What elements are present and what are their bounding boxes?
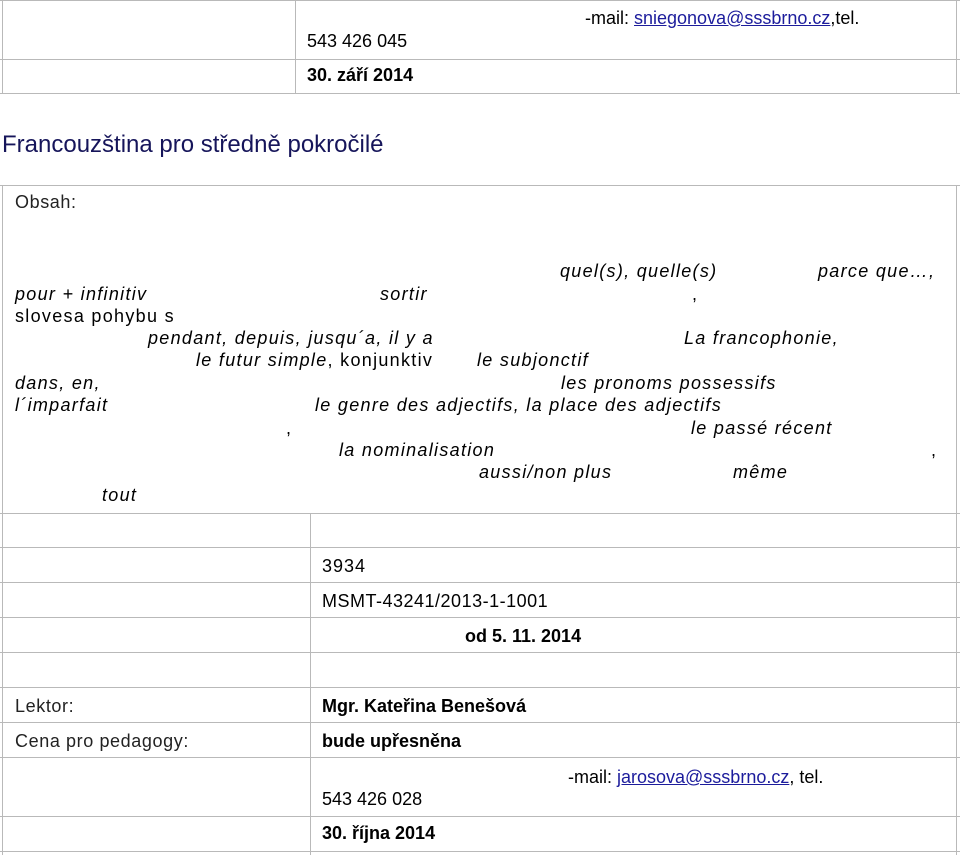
deadline-date: 30. září 2014 — [307, 65, 414, 85]
grid-line — [2, 185, 3, 855]
grid-line — [0, 617, 960, 618]
email-suffix: , tel. — [789, 767, 824, 787]
contact-phone: 543 426 045 — [307, 31, 408, 51]
content-fragment: slovesa pohybu s — [15, 306, 175, 326]
content-fragment: le passé récent — [691, 418, 833, 438]
content-fragment: , — [286, 418, 293, 438]
content-fragment: , — [931, 440, 938, 460]
content-fragment: pour + infinitiv — [15, 284, 148, 304]
grid-line — [0, 582, 960, 583]
content-fragment: tout — [102, 485, 138, 505]
content-fragment: , — [692, 284, 699, 304]
content-fragment: La francophonie, — [684, 328, 839, 348]
grid-line — [0, 722, 960, 723]
registration-date: 30. října 2014 — [322, 823, 436, 843]
start-date: od 5. 11. 2014 — [465, 626, 582, 646]
contact-email-link[interactable]: sniegonova@sssbrno.cz — [634, 8, 831, 28]
content-fragment: la nominalisation — [339, 440, 496, 460]
lector-label: Lektor: — [15, 696, 75, 716]
grid-line — [0, 0, 960, 1]
content-fragment: parce que…, — [818, 261, 936, 281]
content-fragment: même — [733, 462, 789, 482]
content-label: Obsah: — [15, 192, 77, 212]
grid-line — [0, 757, 960, 758]
grid-line — [0, 185, 960, 186]
grid-line — [0, 652, 960, 653]
content-fragment: le subjonctif — [477, 350, 589, 370]
contact-email-line-2 — [568, 767, 823, 788]
grid-line — [0, 687, 960, 688]
content-fragment: dans, en, — [15, 373, 101, 393]
email-suffix: ,tel. — [830, 8, 860, 28]
grid-line — [0, 513, 960, 514]
course-code: 3934 — [322, 556, 367, 576]
grid-line — [310, 513, 311, 855]
grid-line — [0, 59, 960, 60]
grid-line — [0, 547, 960, 548]
grid-line — [2, 0, 3, 94]
grid-line — [0, 816, 960, 817]
grid-line — [295, 0, 296, 94]
accreditation-number: MSMT-43241/2013-1-1001 — [322, 591, 549, 611]
content-fragment: les pronoms possessifs — [561, 373, 777, 393]
email-prefix: -mail: — [585, 8, 634, 28]
contact-phone-2: 543 426 028 — [322, 789, 423, 809]
grid-line — [0, 93, 960, 94]
content-fragment: pendant, depuis, jusqu´a, il y a — [148, 328, 434, 348]
price-label: Cena pro pedagogy: — [15, 731, 189, 751]
content-line-futur — [196, 350, 433, 371]
lector-name: Mgr. Kateřina Benešová — [322, 696, 527, 716]
grid-line — [0, 851, 960, 852]
contact-email-link-2[interactable]: jarosova@sssbrno.cz — [617, 767, 790, 787]
contact-email-line — [585, 8, 859, 29]
content-fragment: aussi/non plus — [479, 462, 613, 482]
content-fragment: l´imparfait — [15, 395, 109, 415]
grid-line — [956, 185, 957, 855]
course-title: Francouzština pro středně pokročilé — [2, 131, 384, 158]
price-value: bude upřesněna — [322, 731, 462, 751]
content-fragment: le genre des adjectifs, la place des adjectifs — [315, 395, 723, 415]
grid-line — [956, 0, 957, 94]
content-fragment: sortir — [380, 284, 428, 304]
content-fragment: , konjunktiv — [327, 350, 434, 370]
email-prefix: -mail: — [568, 767, 617, 787]
content-fragment: le futur simple — [196, 350, 328, 370]
content-fragment: quel(s), quelle(s) — [560, 261, 718, 281]
